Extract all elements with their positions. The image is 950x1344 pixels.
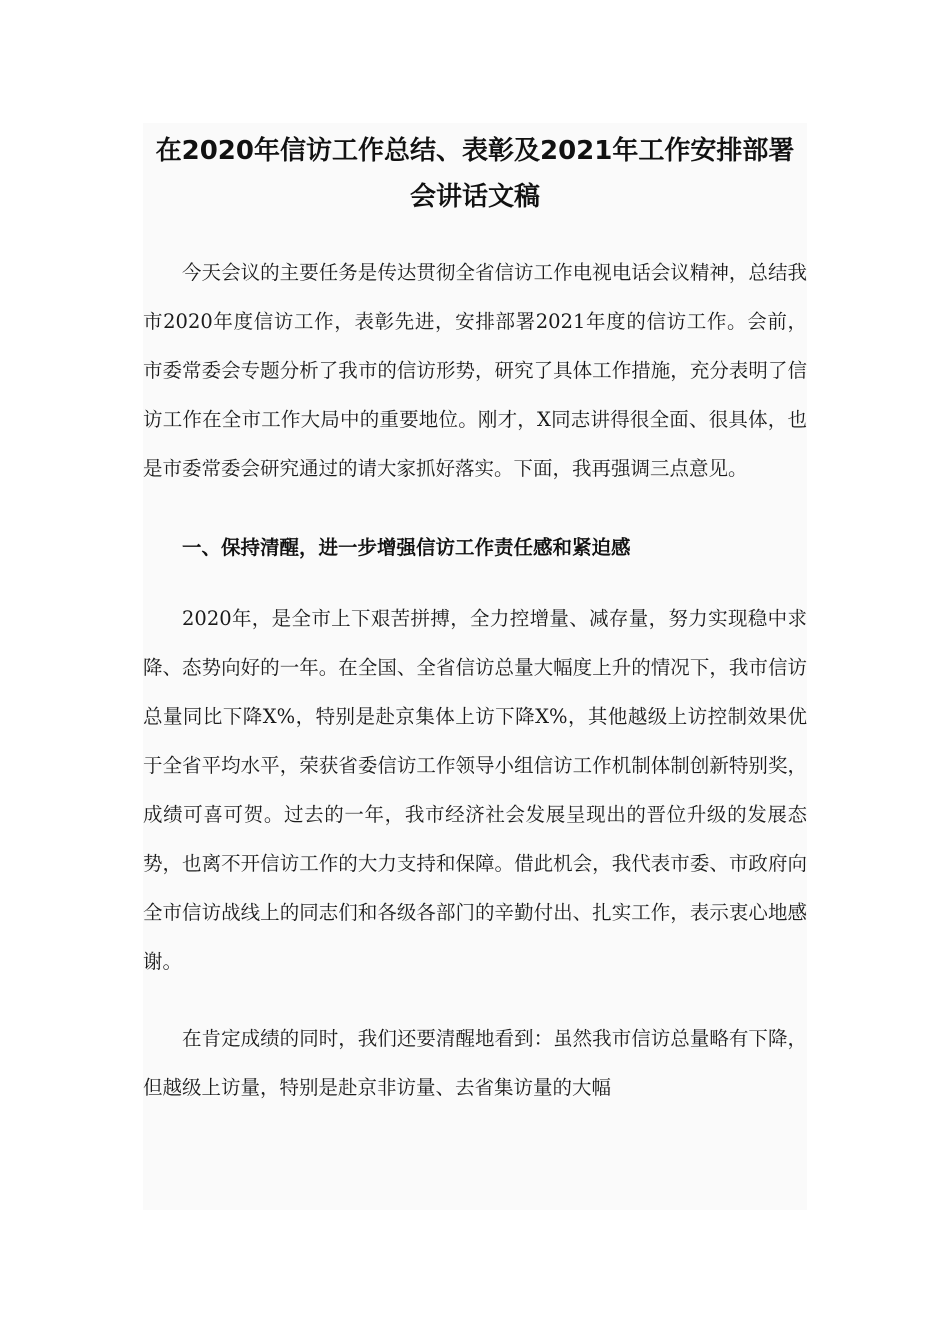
document-page [143, 123, 807, 1210]
section-heading-1: 一、保持清醒，进一步增强信访工作责任感和紧迫感 [182, 536, 631, 559]
document-title: 在2020年信访工作总结、表彰及2021年工作安排部署会讲话文稿 [155, 136, 795, 212]
intro-paragraph: 今天会议的主要任务是传达贯彻全省信访工作电视电话会议精神，总结我市2020年度信访工作，表彰先进，安排部署2021年度的信访工作。会前，市委常委会专题分析了我市的信访形势，研究了具体工作措施，充分表明了信访工作在全市工作大局中的重要地位。刚才，X同志讲得很全面、很具体，也是市委常委会研究通过的请大家抓好落实。下面，我再强调三点意见。 [143, 261, 807, 480]
section-1-paragraph-2: 在肯定成绩的同时，我们还要清醒地看到：虽然我市信访总量略有下降，但越级上访量，特别是赴京非访量、去省集访量的大幅 [143, 1027, 807, 1099]
section-1-paragraph-1: 2020年，是全市上下艰苦拼搏，全力控增量、减存量，努力实现稳中求降、态势向好的一年。在全国、全省信访总量大幅度上升的情况下，我市信访总量同比下降X%，特别是赴京集体上访下降X%，其他越级上访控制效果优于全省平均水平，荣获省委信访工作领导小组信访工作机制体制创新特别奖，成绩可喜可贺。过去的一年，我市经济社会发展呈现出的晋位升级的发展态势，也离不开信访工作的大力支持和保障。借此机会，我代表市委、市政府向全市信访战线上的同志们和各级各部门的辛勤付出、扎实工作，表示衷心地感谢。 [143, 607, 807, 973]
